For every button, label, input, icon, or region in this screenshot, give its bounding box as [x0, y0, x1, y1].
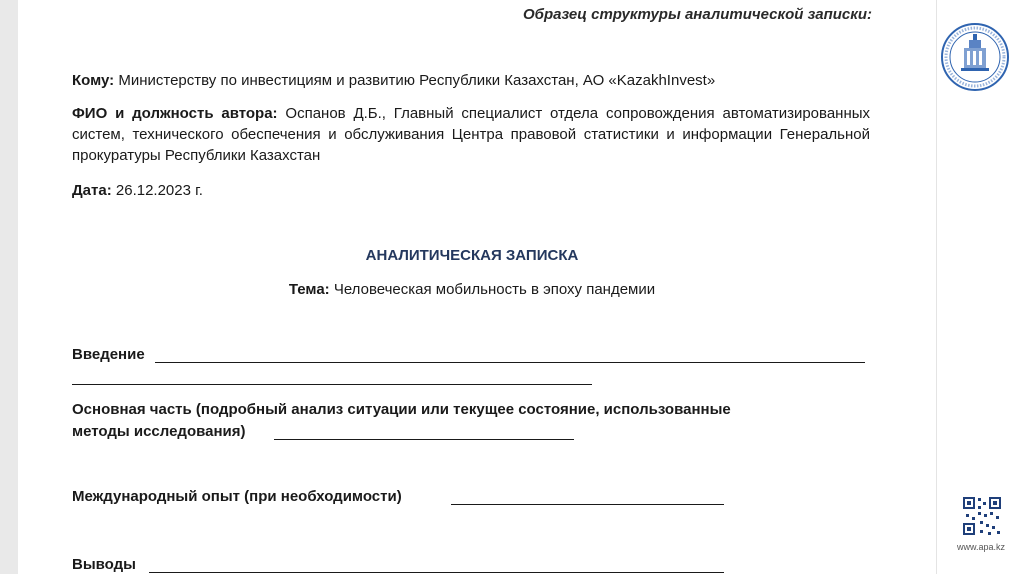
- section-intro-label: Введение: [72, 346, 145, 363]
- topic-label: Тема:: [288, 281, 330, 298]
- topic-line: [18, 281, 926, 298]
- conclusions-fill-line: [149, 572, 724, 573]
- intro-fill-line-1: [155, 362, 865, 363]
- author-label: ФИО и должность автора:: [72, 105, 278, 122]
- website-link[interactable]: www.apa.kz: [956, 542, 1006, 552]
- section-main-label-1: Основная часть (подробный анализ ситуации или текущее состояние, использованные: [72, 401, 731, 418]
- author-value: Оспанов Д.Б., Главный специалист отдела сопровождения автоматизированных систем, технического обеспечения и обслуживания Центра правовой статистики и информации Генеральной прокуратуры Республики Казахстан: [72, 105, 871, 164]
- document-title: АНАЛИТИЧЕСКАЯ ЗАПИСКА: [365, 247, 579, 264]
- topic-value: Человеческая мобильность в эпоху пандемии: [333, 281, 656, 298]
- date-value: 26.12.2023 г.: [115, 182, 203, 199]
- document-page: [18, 0, 936, 574]
- main-fill-line: [274, 439, 574, 440]
- author-block: [72, 103, 870, 166]
- recipient-line: [72, 70, 870, 91]
- date-line: [72, 180, 870, 201]
- date-label: Дата:: [72, 182, 112, 199]
- international-fill-line: [451, 504, 724, 505]
- section-international-label: Международный опыт (при необходимости): [72, 488, 402, 505]
- intro-fill-line-2: [72, 384, 592, 385]
- sample-title: Образец структуры аналитической записки:: [522, 6, 872, 23]
- qr-code-icon: [962, 496, 1002, 536]
- recipient-label: Кому:: [72, 72, 115, 89]
- recipient-value: Министерству по инвестициям и развитию Республики Казахстан, АО «KazakhInvest»: [118, 72, 716, 89]
- section-conclusions-label: Выводы: [72, 556, 136, 573]
- section-main-label-2: методы исследования): [72, 423, 246, 440]
- academy-emblem-icon: [940, 22, 1010, 92]
- right-sidebar: [936, 0, 1024, 574]
